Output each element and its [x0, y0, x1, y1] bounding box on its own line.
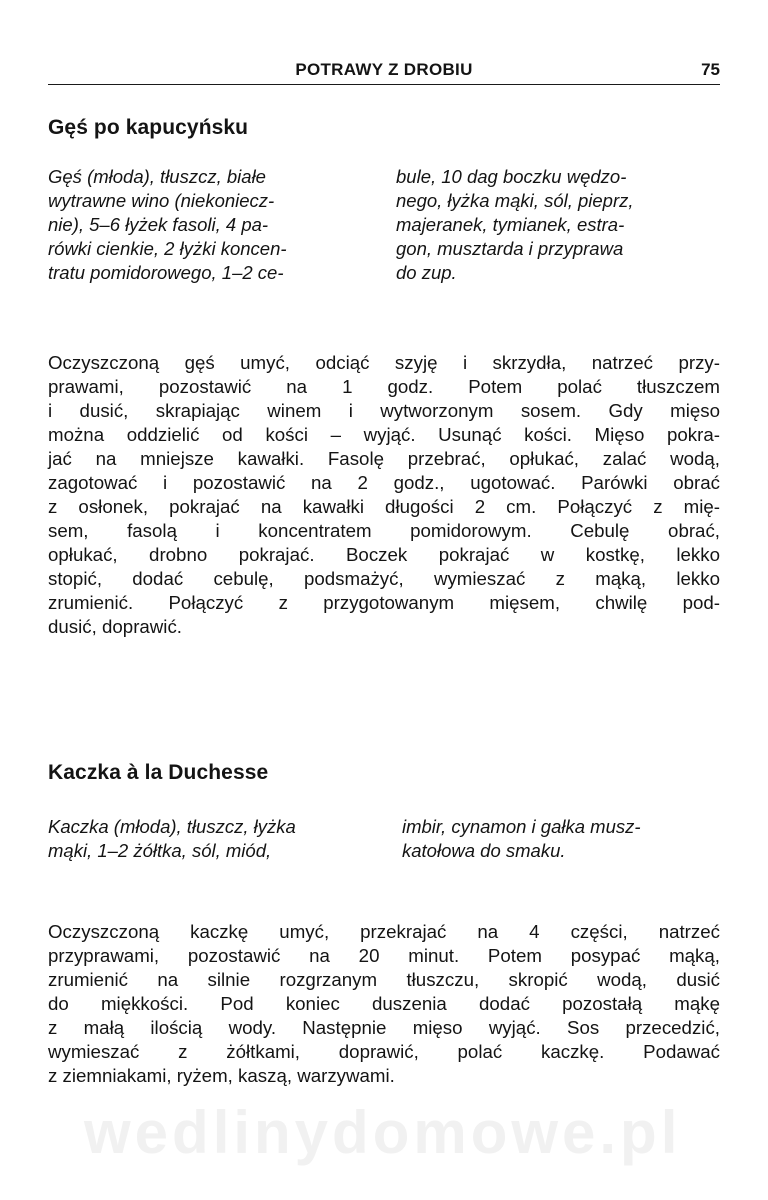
page-number: 75 — [701, 60, 720, 79]
ingredient-line: Kaczka (młoda), tłuszcz, łyżka — [48, 816, 296, 837]
instruction-line: zrumienić na silnie rozgrzanym tłuszczu, skropić wodą, dusić — [48, 969, 720, 990]
instruction-line: prawami, pozostawić na 1 godz. Potem polać tłuszczem — [48, 376, 720, 397]
instruction-line: do miękkości. Pod koniec duszenia dodać pozostałą mąkę — [48, 993, 720, 1014]
ingredient-line: bule, 10 dag boczku wędzo- — [396, 166, 627, 187]
ingredient-line: katołowa do smaku. — [402, 840, 566, 861]
ingredient-line: rówki cienkie, 2 łyżki koncen- — [48, 238, 287, 259]
recipe-instructions — [48, 351, 720, 639]
instruction-line: z osłonek, pokrajać na kawałki długości 2 cm. Połączyć z mię- — [48, 496, 720, 517]
ingredient-line: mąki, 1–2 żółtka, sól, miód, — [48, 840, 272, 861]
instruction-line: z ziemniakami, ryżem, kaszą, warzywami. — [48, 1065, 395, 1086]
ingredients-left-column — [48, 815, 296, 863]
recipe-title: Gęś po kapucyńsku — [48, 116, 249, 139]
instruction-line: jać na mniejsze kawałki. Fasolę przebrać, opłukać, zalać wodą, — [48, 448, 720, 469]
ingredient-line: imbir, cynamon i gałka musz- — [402, 816, 641, 837]
instruction-line: zagotować i pozostawić na 2 godz., ugotować. Parówki obrać — [48, 472, 720, 493]
running-title: POTRAWY Z DROBIU — [295, 60, 473, 79]
instruction-line: opłukać, drobno pokrajać. Boczek pokrajać w kostkę, lekko — [48, 544, 720, 565]
ingredient-line: do zup. — [396, 262, 457, 283]
recipe-instructions — [48, 920, 720, 1088]
ingredient-line: Gęś (młoda), tłuszcz, białe — [48, 166, 266, 187]
ingredients-block — [48, 165, 720, 285]
ingredient-line: nego, łyżka mąki, sól, pieprz, — [396, 190, 634, 211]
ingredient-line: gon, musztarda i przyprawa — [396, 238, 624, 259]
ingredient-line: tratu pomidorowego, 1–2 ce- — [48, 262, 284, 283]
instruction-line: wymieszać z żółtkami, doprawić, polać kaczkę. Podawać — [48, 1041, 720, 1062]
watermark: wedlinydomowe.pl — [84, 1099, 682, 1166]
instruction-line: przyprawami, pozostawić na 20 minut. Potem posypać mąką, — [48, 945, 720, 966]
running-head — [48, 60, 720, 85]
instruction-line: sem, fasolą i koncentratem pomidorowym. Cebulę obrać, — [48, 520, 720, 541]
ingredients-right-column — [396, 165, 720, 285]
ingredients-right-column — [402, 815, 720, 863]
instruction-line: Oczyszczoną kaczkę umyć, przekrajać na 4 części, natrzeć — [48, 921, 720, 942]
instruction-line: można oddzielić od kości – wyjąć. Usunąć kości. Mięso pokra- — [48, 424, 720, 445]
ingredient-line: majeranek, tymianek, estra- — [396, 214, 625, 235]
ingredient-line: nie), 5–6 łyżek fasoli, 4 pa- — [48, 214, 269, 235]
instruction-line: i dusić, skrapiając winem i wytworzonym sosem. Gdy mięso — [48, 400, 720, 421]
ingredients-left-column — [48, 165, 287, 285]
recipe-title: Kaczka à la Duchesse — [48, 761, 269, 784]
instruction-line: zrumienić. Połączyć z przygotowanym mięsem, chwilę pod- — [48, 592, 720, 613]
instruction-line: stopić, dodać cebulę, podsmażyć, wymieszać z mąką, lekko — [48, 568, 720, 589]
instruction-line: dusić, doprawić. — [48, 616, 182, 637]
ingredients-block — [48, 815, 720, 863]
instruction-line: z małą ilością wody. Następnie mięso wyjąć. Sos przecedzić, — [48, 1017, 720, 1038]
instruction-line: Oczyszczoną gęś umyć, odciąć szyję i skrzydła, natrzeć przy- — [48, 352, 720, 373]
ingredient-line: wytrawne wino (niekoniecz- — [48, 190, 275, 211]
